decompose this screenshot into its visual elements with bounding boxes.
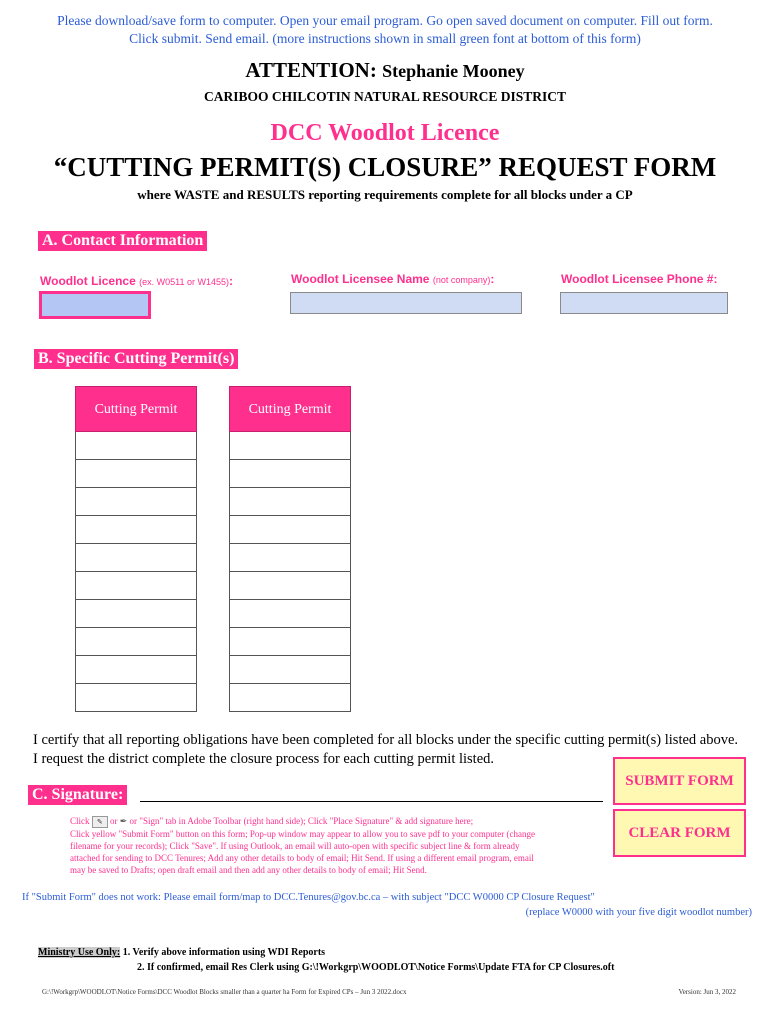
ministry-use-line-1 <box>38 947 325 958</box>
attention-line <box>0 58 770 83</box>
ministry-step-1: 1. Verify above information using WDI Reports <box>122 947 326 958</box>
cutting-permit-cell[interactable] <box>75 656 197 684</box>
cutting-permit-header-2: Cutting Permit <box>229 386 351 432</box>
cutting-permit-cell[interactable] <box>75 460 197 488</box>
section-a-title: A. Contact Information <box>38 231 207 251</box>
licensee-name-field[interactable] <box>290 292 522 314</box>
submit-form-button[interactable]: SUBMIT FORM <box>613 757 746 805</box>
fill-sign-icon[interactable]: ✎ <box>92 816 108 828</box>
sig-instr-line-4: attached for sending to DCC Tenures; Add any other details to body of email; Hit Send. If using a different email program, email <box>70 852 534 863</box>
cutting-permit-cell[interactable] <box>229 600 351 628</box>
woodlot-licence-label <box>40 274 233 288</box>
cutting-permit-column-1 <box>75 386 197 712</box>
sig-instr-line-2: Click yellow "Submit Form" button on this form; Pop-up window may appear to allow you to save pdf to your computer (change <box>70 828 536 839</box>
licensee-name-hint: (not company) <box>432 275 491 285</box>
section-c-title: C. Signature: <box>28 785 127 805</box>
cutting-permit-header-1: Cutting Permit <box>75 386 197 432</box>
licensee-name-label <box>291 272 494 286</box>
attention-name: Stephanie Mooney <box>382 61 525 81</box>
cutting-permit-cell[interactable] <box>229 460 351 488</box>
fallback-line-2: (replace W0000 with your five digit woodlot number) <box>525 907 752 918</box>
woodlot-licence-label-text: Woodlot Licence <box>40 274 136 288</box>
cutting-permit-cell[interactable] <box>229 432 351 460</box>
certify-line-1: I certify that all reporting obligations have been completed for all blocks under the specific cutting permit(s) listed above. <box>33 732 739 748</box>
pen-icon[interactable]: ✒ <box>119 816 128 826</box>
cutting-permit-cell[interactable] <box>75 628 197 656</box>
signature-line[interactable] <box>140 801 603 802</box>
licensee-phone-label: Woodlot Licensee Phone #: <box>561 272 718 286</box>
woodlot-licence-colon: : <box>229 274 234 288</box>
fallback-line-1: If "Submit Form" does not work: Please email form/map to DCC.Tenures@gov.bc.ca – with subject "DCC W0000 CP Closure Request" <box>22 892 595 903</box>
sig-instr-click: Click <box>70 816 90 826</box>
footer-version: Version: Jun 3, 2022 <box>678 988 736 996</box>
cutting-permit-cell[interactable] <box>229 656 351 684</box>
cutting-permit-cell[interactable] <box>75 572 197 600</box>
licensee-name-colon: : <box>490 272 495 286</box>
cutting-permit-column-2 <box>229 386 351 712</box>
district-name: CARIBOO CHILCOTIN NATURAL RESOURCE DISTRICT <box>203 89 567 104</box>
attention-label: ATTENTION: <box>245 58 377 82</box>
woodlot-licence-field[interactable] <box>39 291 151 319</box>
form-subtitle: where WASTE and RESULTS reporting requirements complete for all blocks under a CP <box>137 187 633 202</box>
cutting-permit-cell[interactable] <box>229 488 351 516</box>
section-b-title: B. Specific Cutting Permit(s) <box>34 349 238 369</box>
cutting-permit-cells-1 <box>75 432 197 712</box>
clear-form-button[interactable]: CLEAR FORM <box>613 809 746 857</box>
instruction-line-1: Please download/save form to computer. Open your email program. Go open saved document on computer. Fill out form. <box>57 13 713 28</box>
licensee-phone-field[interactable] <box>560 292 728 314</box>
woodlot-licence-hint: (ex. W0511 or W1455) <box>139 277 230 287</box>
cutting-permit-cell[interactable] <box>75 488 197 516</box>
main-title: “CUTTING PERMIT(S) CLOSURE” REQUEST FORM <box>53 152 717 182</box>
footer-file-path: G:\!Workgrp\WOODLOT\Notice Forms\DCC Woodlot Blocks smaller than a quarter ha Form for Expired CPs – Jun 3 2022.docx <box>42 988 407 996</box>
sig-instr-line-5: may be saved to Drafts; open draft email and then add any other details to body of email; Hit Send. <box>70 864 427 875</box>
sig-instr-line-3: filename for your records); Click "Save". If using Outlook, an email will auto-open with specific subject line & form already <box>70 840 520 851</box>
cutting-permit-cell[interactable] <box>229 628 351 656</box>
cutting-permit-cell[interactable] <box>229 572 351 600</box>
licensee-name-label-text: Woodlot Licensee Name <box>291 272 430 286</box>
sig-instr-rest: or "Sign" tab in Adobe Toolbar (right hand side); Click "Place Signature" & add signature here; <box>129 816 474 826</box>
cutting-permit-cells-2 <box>229 432 351 712</box>
ministry-use-label: Ministry Use Only: <box>38 947 121 958</box>
cutting-permit-cell[interactable] <box>75 432 197 460</box>
cutting-permit-cell[interactable] <box>75 684 197 712</box>
cutting-permit-cell[interactable] <box>75 516 197 544</box>
cutting-permit-cell[interactable] <box>229 684 351 712</box>
cutting-permit-cell[interactable] <box>75 544 197 572</box>
cutting-permit-cell[interactable] <box>229 516 351 544</box>
sig-instr-line-1 <box>70 815 600 828</box>
cutting-permit-cell[interactable] <box>229 544 351 572</box>
certify-line-2: I request the district complete the closure process for each cutting permit listed. <box>33 751 495 767</box>
ministry-step-2: 2. If confirmed, email Res Clerk using G:\!Workgrp\WOODLOT\Notice Forms\Update FTA for CP Closures.oft <box>137 962 615 973</box>
signature-instructions <box>70 815 600 876</box>
sig-instr-or: or <box>110 816 118 826</box>
instruction-line-2: Click submit. Send email. (more instructions shown in small green font at bottom of this form) <box>129 31 641 46</box>
top-instructions <box>0 12 770 48</box>
licence-title: DCC Woodlot Licence <box>270 120 500 146</box>
cutting-permit-cell[interactable] <box>75 600 197 628</box>
